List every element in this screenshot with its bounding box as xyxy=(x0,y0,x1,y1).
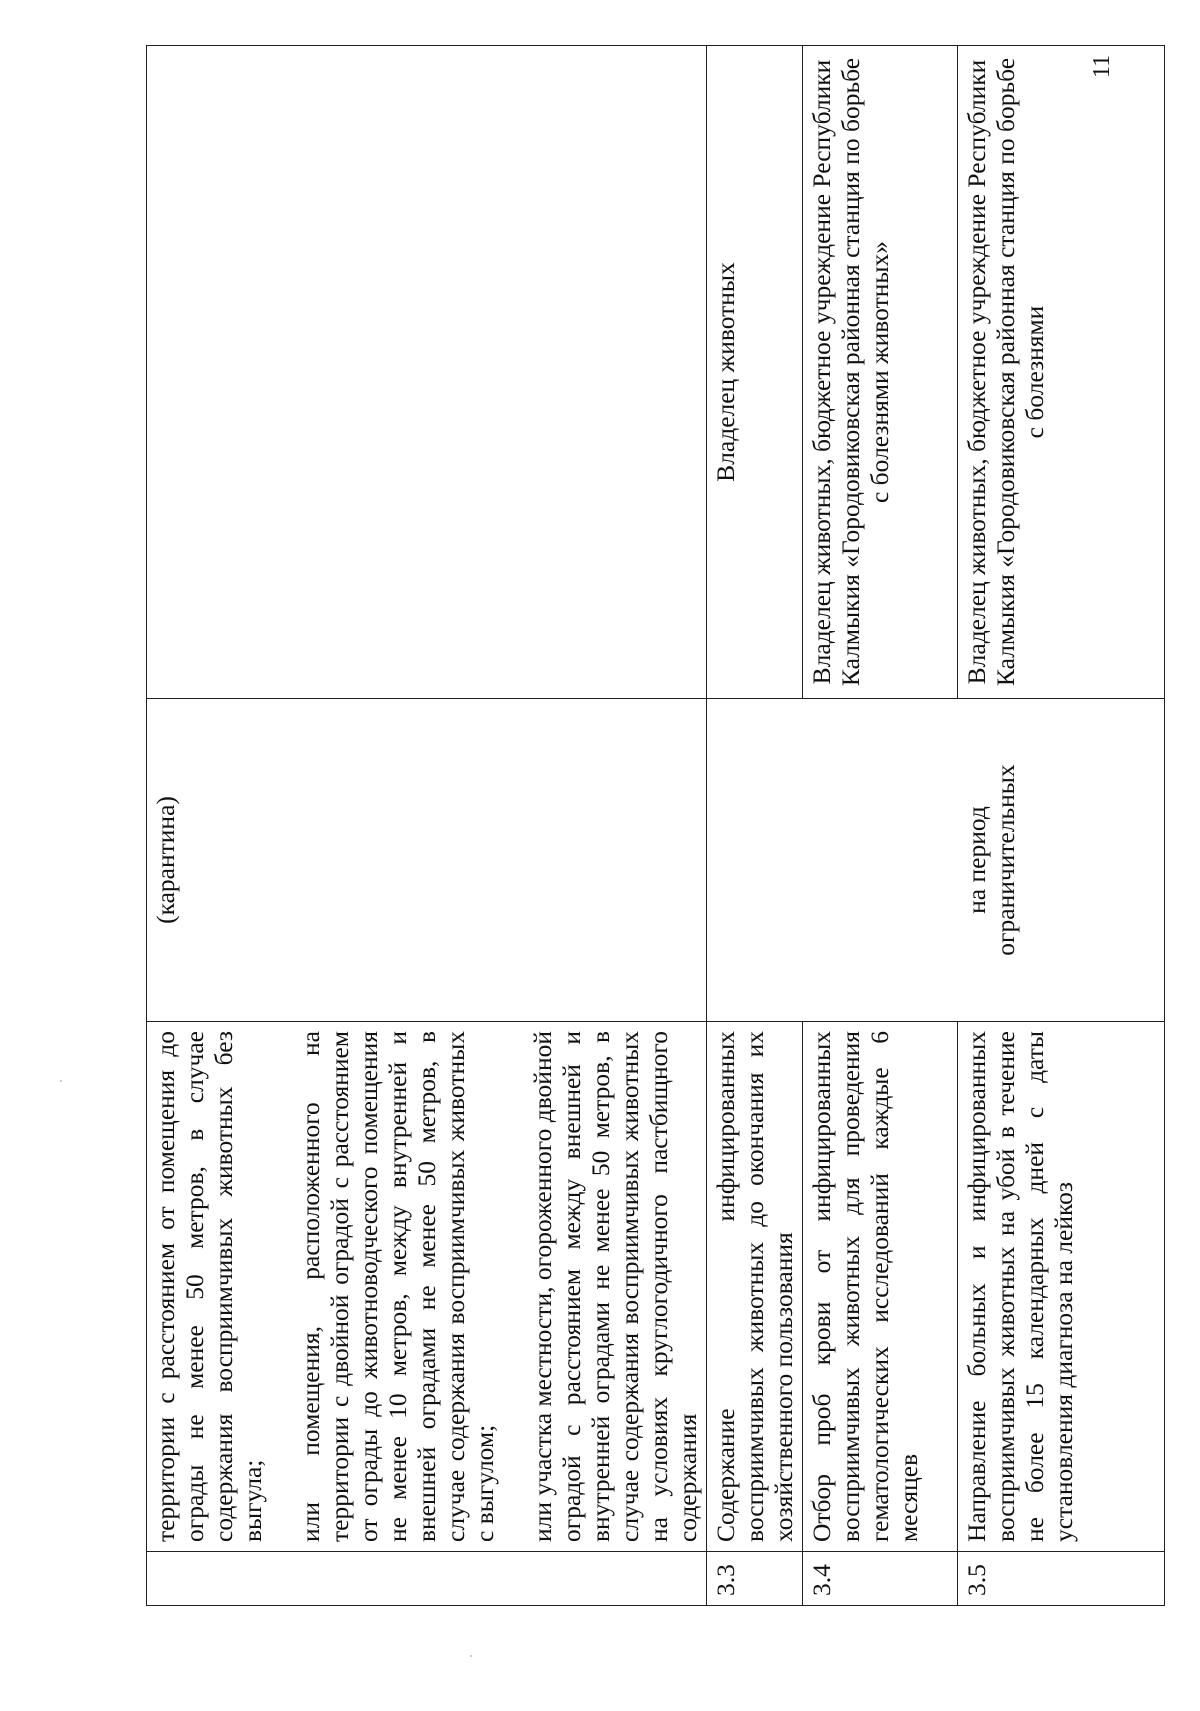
deadline-cell: на период ограничительных xyxy=(958,699,1165,1022)
row-number: 3.3 xyxy=(707,1552,803,1606)
measure-cell: Содержание инфицированных восприимчивых животных до окончания их хозяйственного пользования xyxy=(707,1022,803,1552)
deadline-cell xyxy=(803,699,958,1022)
table-row xyxy=(147,46,707,1606)
measure-paragraph: или помещения, расположенного на территории с двойной оградой с расстоянием от ограды до животноводческого помещения не менее 10 метров, между внутренней и внешней оградами не менее 50 метров, в случае содержания восприимчивых животных с выгулом; xyxy=(296,1031,499,1542)
rotated-page-content xyxy=(146,46,1076,1606)
measure-cell xyxy=(147,1022,707,1552)
deadline-cell: (карантина) xyxy=(147,699,707,1022)
responsible-cell xyxy=(147,46,707,699)
row-number: 3.5 xyxy=(958,1552,1165,1606)
measure-paragraph: территории с расстоянием от помещения до ограды не менее 50 метров, в случае содержания восприимчивых животных без выгула; xyxy=(151,1031,267,1542)
table-row xyxy=(707,46,803,1606)
row-number: 3.4 xyxy=(803,1552,958,1606)
row-number xyxy=(147,1552,707,1606)
table-row xyxy=(803,46,958,1606)
responsible-cell: Владелец животных, бюджетное учреждение Республики Калмыкия «Городовиковская районная станция по борьбе с болезнями животных» xyxy=(803,46,958,699)
responsible-cell: Владелец животных, бюджетное учреждение Республики Калмыкия «Городовиковская районная станция по борьбе с болезнями xyxy=(958,46,1165,699)
measure-cell: Направление больных и инфицированных восприимчивых животных на убой в течение не более 15 календарных дней с даты установления диагноза на лейкоз xyxy=(958,1022,1165,1552)
table-row xyxy=(958,46,1165,1606)
responsible-cell: Владелец животных xyxy=(707,46,803,699)
page-number: 11 xyxy=(1089,54,1115,78)
deadline-cell xyxy=(707,699,803,1022)
measure-cell: Отбор проб крови от инфицированных восприимчивых животных для проведения гематологических исследований каждые 6 месяцев xyxy=(803,1022,958,1552)
measure-paragraph: или участка местности, огороженного двойной оградой с расстоянием между внешней и внутренней оградами не менее 50 метров, в случае содержания восприимчивых животных на условиях круглогодичного пастбищного содержания xyxy=(528,1031,702,1542)
measures-table xyxy=(146,45,1165,1606)
